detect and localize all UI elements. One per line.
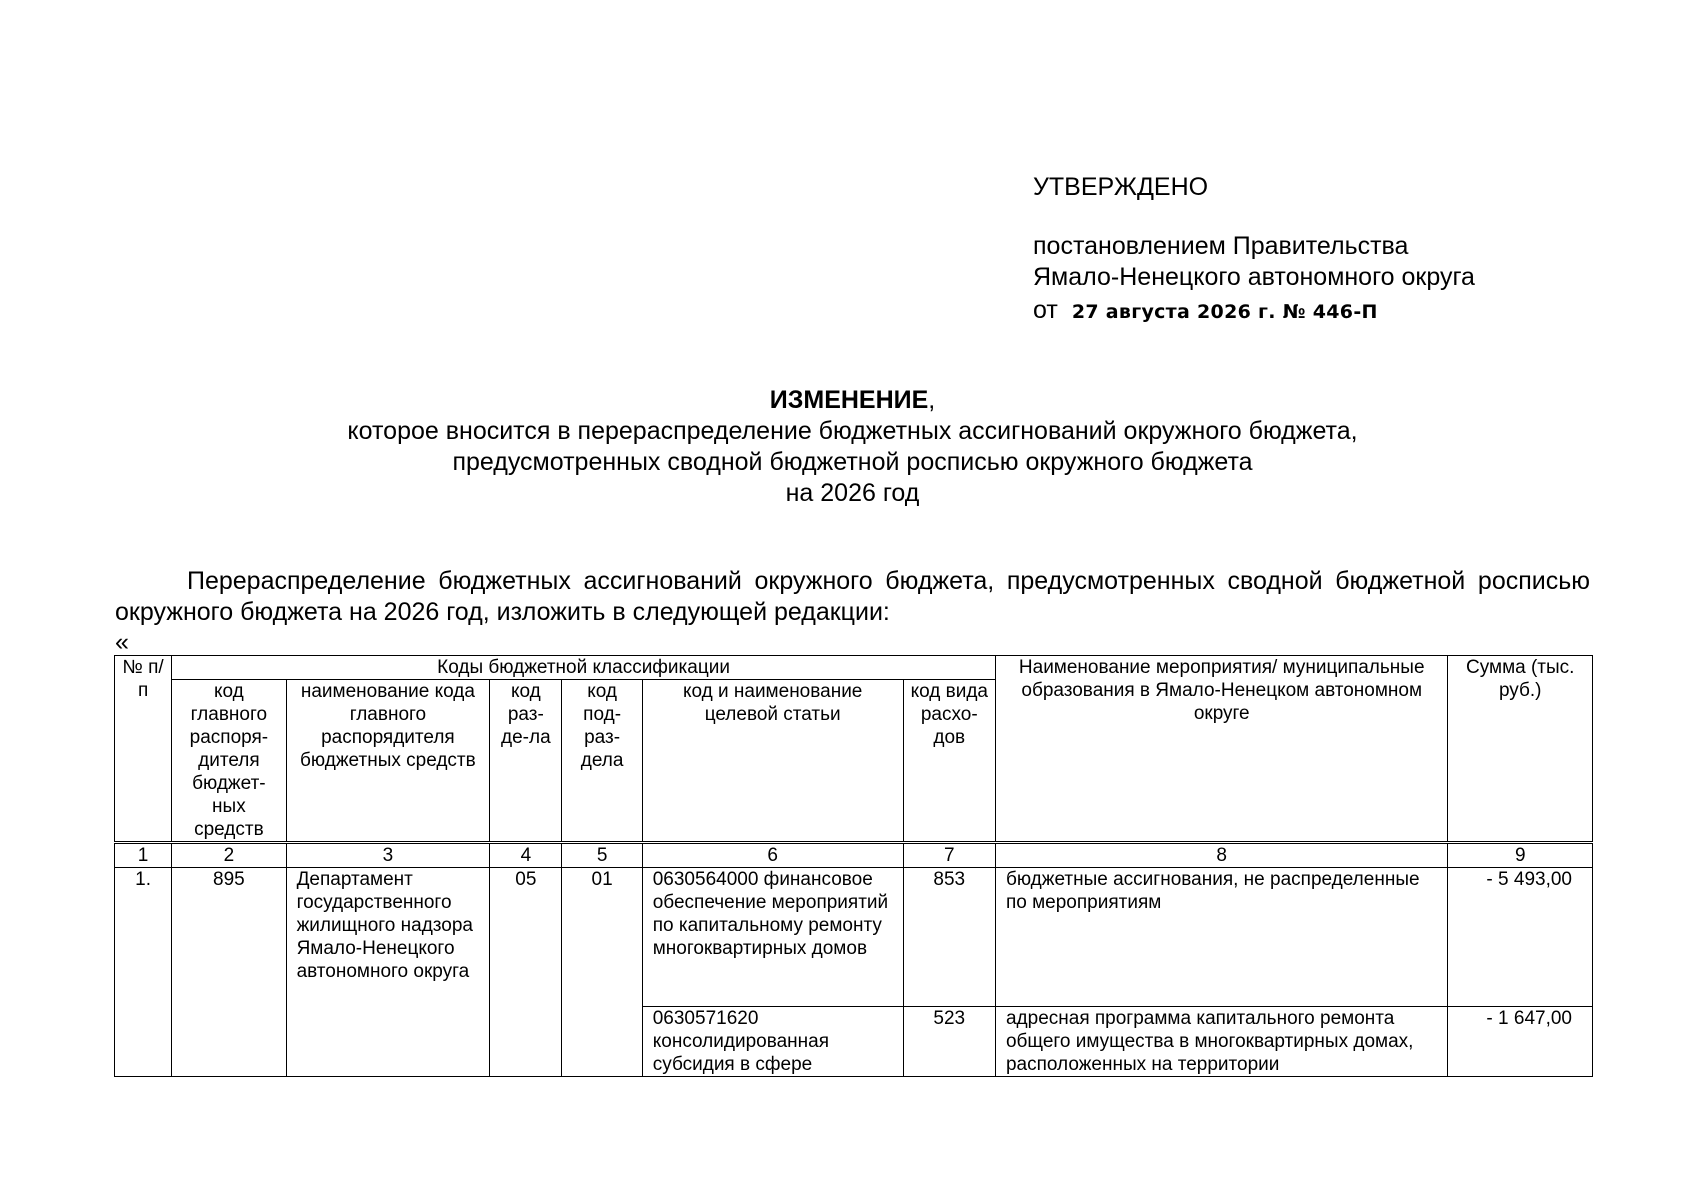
approval-date-line	[1033, 295, 1475, 328]
intro-paragraph: Перераспределение бюджетных ассигнований окружного бюджета, предусмотренных сводной бюджетной росписью окружного бюджета на 2026 год, изложить в следующей редакции:	[115, 567, 1590, 626]
row-expense-type: 853	[903, 868, 995, 1007]
row-num: 1.	[115, 868, 172, 1077]
row-expense-type: 523	[903, 1007, 995, 1077]
heading-title: ИЗМЕНЕНИЕ	[769, 386, 929, 414]
heading-line-3: на 2026 год	[785, 479, 920, 507]
row-grbs-name: Департамент государственного жилищного надзора Ямало-Ненецкого автономного округа	[286, 868, 490, 1077]
heading-title-line	[115, 385, 1590, 416]
header-grbs-name: наименование кода главного распорядителя бюджетных средств	[286, 680, 490, 843]
approved-label: УТВЕРЖДЕНО	[1033, 173, 1209, 201]
row-section: 05	[490, 868, 562, 1077]
row-target-article: 0630571620 консолидированная субсидия в сфере	[642, 1007, 903, 1077]
approval-line-1: постановлением Правительства	[1033, 232, 1409, 260]
header-target-article: код и наименование целевой статьи	[642, 680, 903, 843]
header-subsection: код под-раз-дела	[562, 680, 642, 843]
column-number: 5	[562, 843, 642, 868]
column-number: 1	[115, 843, 172, 868]
row-subsection: 01	[562, 868, 642, 1077]
heading-line-1: которое вносится в перераспределение бюджетных ассигнований окружного бюджета,	[347, 417, 1358, 445]
document-heading	[115, 385, 1590, 509]
opening-quote: «	[115, 628, 129, 656]
header-section: код раз-де-ла	[490, 680, 562, 843]
row-target-article: 0630564000 финансовое обеспечение мероприятий по капитальному ремонту многоквартирных домов	[642, 868, 903, 1007]
row-measure: адресная программа капитального ремонта общего имущества в многоквартирных домах, расположенных на территории	[995, 1007, 1448, 1077]
row-sum: - 1 647,00	[1448, 1007, 1593, 1077]
table-row	[115, 868, 1593, 1007]
column-number: 3	[286, 843, 490, 868]
header-measure-name: Наименование мероприятия/ муниципальные образования в Ямало-Ненецком автономном округе	[995, 656, 1448, 843]
column-number: 7	[903, 843, 995, 868]
column-number: 9	[1448, 843, 1593, 868]
column-number: 6	[642, 843, 903, 868]
row-sum: - 5 493,00	[1448, 868, 1593, 1007]
approval-block	[1033, 172, 1475, 328]
heading-line-2: предусмотренных сводной бюджетной росписью окружного бюджета	[452, 448, 1253, 476]
column-number-row	[115, 843, 1593, 868]
budget-table	[114, 655, 1593, 1077]
column-number: 8	[995, 843, 1448, 868]
header-sum: Сумма (тыс. руб.)	[1448, 656, 1593, 843]
table-header-row	[115, 656, 1593, 680]
row-measure: бюджетные ассигнования, не распределенные по мероприятиям	[995, 868, 1448, 1007]
row-grbs-code: 895	[172, 868, 286, 1077]
decree-stamp: 27 августа 2026 г. № 446-П	[1071, 301, 1378, 323]
header-expense-type: код вида расхо-дов	[903, 680, 995, 843]
heading-title-suffix: ,	[928, 386, 936, 414]
header-grbs-code: код главного распоря-дителя бюджет-ных средств	[172, 680, 286, 843]
header-num: № п/п	[115, 656, 172, 843]
column-number: 4	[490, 843, 562, 868]
column-number: 2	[172, 843, 286, 868]
header-codes: Коды бюджетной классификации	[172, 656, 996, 680]
approval-line-2: Ямало-Ненецкого автономного округа	[1033, 263, 1475, 291]
from-label: от	[1033, 296, 1058, 324]
